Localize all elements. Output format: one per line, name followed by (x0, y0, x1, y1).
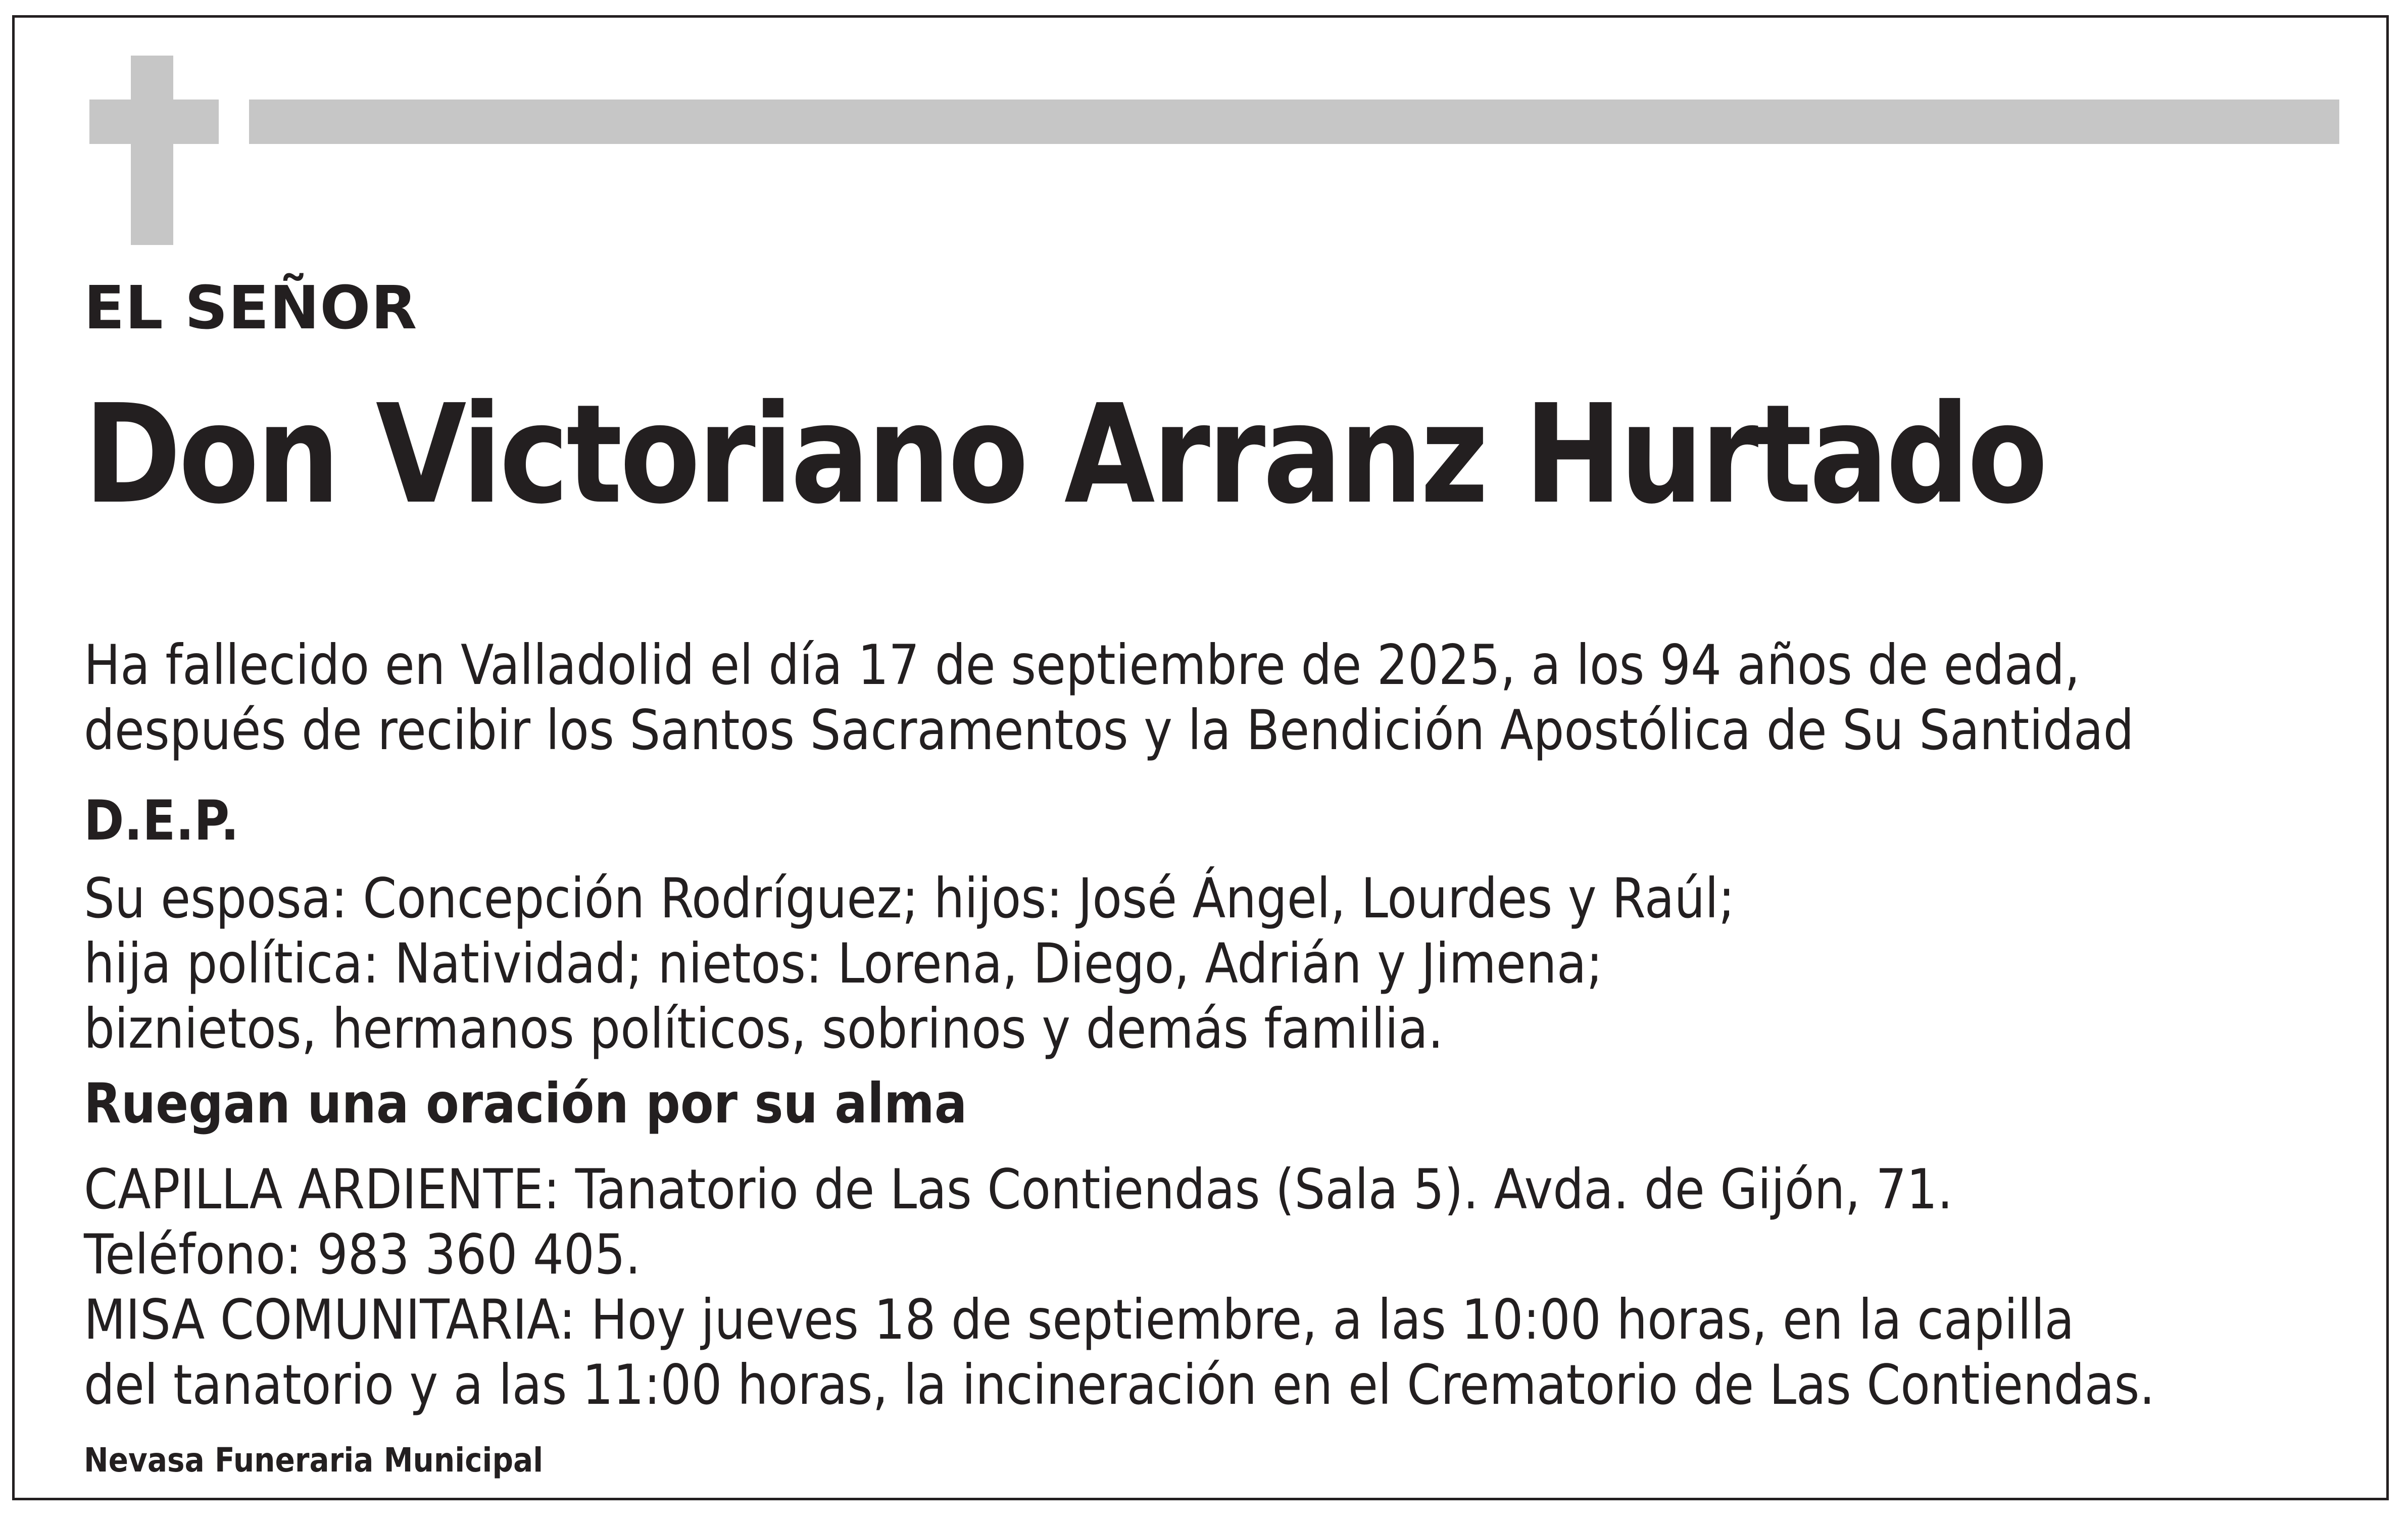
funeral-home-credit: Nevasa Funeraria Municipal (84, 1441, 544, 1480)
cross-horizontal-bar (89, 100, 219, 144)
family-line: Su esposa: Concepción Rodríguez; hijos: José Ángel, Lourdes y Raúl; (84, 866, 1735, 930)
service-line: Teléfono: 983 360 405. (84, 1222, 641, 1287)
death-line: Ha fallecido en Valladolid el día 17 de septiembre de 2025, a los 94 años de edad, (84, 633, 2080, 697)
service-line: del tanatorio y a las 11:00 horas, la incineración en el Crematorio de Las Contiendas. (84, 1353, 2155, 1417)
cross-vertical-bar (131, 56, 173, 245)
family-list (84, 866, 1735, 1061)
family-line: hija política: Natividad; nietos: Lorena, Diego, Adrián y Jimena; (84, 931, 1603, 996)
service-line: CAPILLA ARDIENTE: Tanatorio de Las Contiendas (Sala 5). Avda. de Gijón, 71. (84, 1157, 1953, 1221)
deceased-name: Don Victoriano Arranz Hurtado (84, 375, 2045, 534)
family-line: biznietos, hermanos políticos, sobrinos y demás familia. (84, 997, 1444, 1061)
death-announcement (84, 632, 2134, 763)
dep-label: D.E.P. (84, 789, 239, 853)
header-rule (249, 100, 2339, 144)
prayer-request: Ruegan una oración por su alma (84, 1071, 967, 1136)
death-line: después de recibir los Santos Sacramentos y la Bendición Apostólica de Su Santidad (84, 698, 2134, 762)
service-line: MISA COMUNITARIA: Hoy jueves 18 de septiembre, a las 10:00 horas, en la capilla (84, 1288, 2075, 1352)
notice-title: EL SEÑOR (84, 273, 418, 342)
service-details (84, 1157, 2155, 1417)
